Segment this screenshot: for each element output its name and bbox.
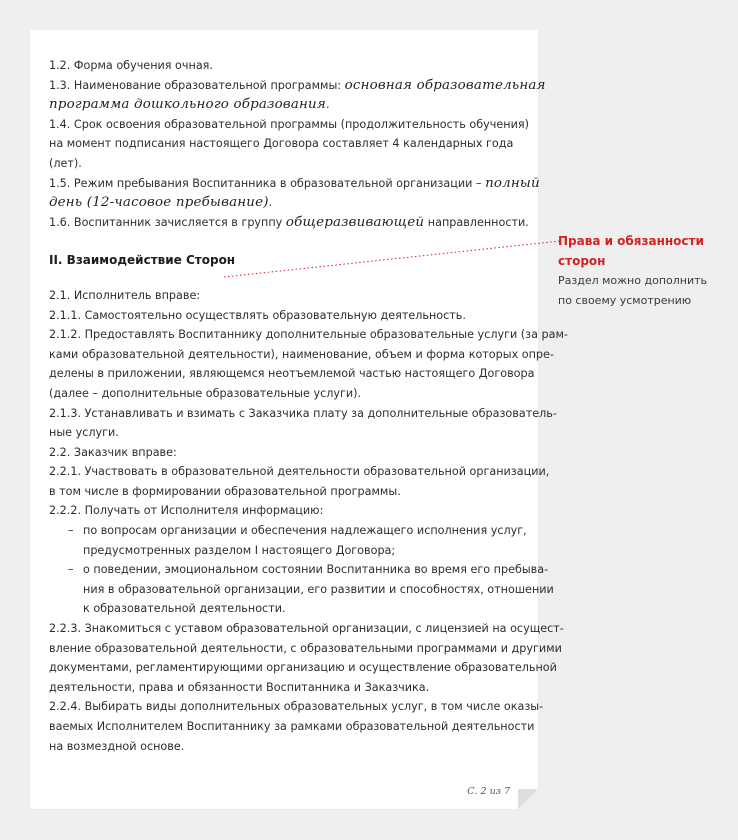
clause-text: 1.5. Режим пребывания Воспитанника в образовательной организации – [49, 176, 486, 190]
handwritten-field: программа дошкольного образования [49, 97, 326, 113]
clause-line: делены в приложении, являющемся неотъемлемой частью настоящего Договора [49, 367, 535, 381]
handwritten-field: полный [485, 175, 540, 191]
clause-1-4-cont: на момент подписания настоящего Договора составляет 4 календарных года [49, 137, 514, 151]
clause-text: 1.6. Воспитанник зачисляется в группу [49, 215, 286, 229]
clause-text: 1.3. Наименование образовательной программы: [49, 78, 345, 92]
note-text-line: Раздел можно дополнить [558, 274, 707, 287]
dash-list-item-cont: ния в образовательной организации, его развитии и способностях, отношении [83, 582, 554, 596]
clause-1-5-cont [49, 193, 521, 213]
clause-text: направленности. [424, 215, 529, 229]
clause-line: 2.2. Заказчик вправе: [49, 445, 177, 459]
list-text: о поведении, эмоциональном состоянии Воспитанника во время его пребыва- [83, 563, 549, 577]
clause-line: ками образовательной деятельности), наименование, объем и форма которых опре- [49, 347, 554, 361]
clause-line: 2.2.2. Получать от Исполнителя информацию: [49, 504, 324, 518]
clause-text: 1.2. Форма обучения очная. [49, 59, 213, 72]
clause-line: 2.1. Исполнитель вправе: [49, 288, 201, 302]
clause-line: ные услуги. [49, 426, 119, 440]
dotted-leader-line [224, 241, 560, 277]
clause-text: . [325, 98, 330, 112]
clause-1-6 [49, 213, 529, 233]
clause-1-2 [49, 56, 521, 76]
clause-line: вление образовательной деятельности, с образовательными программами и другими [49, 641, 562, 655]
clauses-end [49, 619, 564, 756]
clause-line: 2.1.3. Устанавливать и взимать с Заказчика плату за дополнительные образователь- [49, 406, 557, 420]
clause-line: (далее – дополнительные образовательные услуги). [49, 386, 362, 400]
page-number: С. 2 из 7 [467, 786, 510, 797]
dash-list [49, 521, 554, 619]
clause-line: документами, регламентирующими организацию и осуществление образовательной [49, 661, 557, 675]
clause-1-4: 1.4. Срок освоения образовательной программы (продолжительность обучения) [49, 117, 529, 131]
note-text-line: по своему усмотрению [558, 294, 692, 307]
clause-text: . [268, 196, 273, 210]
section-title: II. Взаимодействие Сторон [49, 253, 236, 268]
clause-line: 2.1.1. Самостоятельно осуществлять образовательную деятельность. [49, 308, 466, 322]
clause-1-5 [49, 174, 540, 194]
note-title-line: сторон [558, 254, 606, 268]
dash-list-item [49, 560, 549, 580]
dash-list-item-cont: к образовательной деятельности. [83, 602, 286, 616]
document-content [49, 56, 568, 756]
page-corner-fold [518, 789, 538, 809]
clause-line: на возмездной основе. [49, 739, 185, 753]
dash-bullet: – [68, 524, 74, 538]
clause-line: 2.2.1. Участвовать в образовательной деятельности образовательной организации, [49, 465, 550, 479]
clause-line: 2.2.3. Знакомиться с уставом образовательной организации, с лицензией на осущест- [49, 622, 564, 636]
clause-line: деятельности, права и обязанности Воспитанника и Заказчика. [49, 680, 430, 694]
clause-line: 2.1.2. Предоставлять Воспитаннику дополнительные образовательные услуги (за рам- [49, 328, 568, 342]
dash-list-item-cont: предусмотренных разделом I настоящего Договора; [83, 543, 396, 557]
dash-bullet: – [68, 563, 74, 577]
clause-line: ваемых Исполнителем Воспитаннику за рамками образовательной деятельности [49, 720, 535, 733]
clauses-body [49, 286, 568, 521]
clause-line: в том числе в формировании образовательной программы. [49, 484, 401, 498]
handwritten-field: основная образовательная [344, 77, 546, 93]
clause-1-4-end: (лет). [49, 156, 82, 170]
clause-1-3 [49, 76, 546, 96]
clause-line: 2.2.4. Выбирать виды дополнительных образовательных услуг, в том числе оказы- [49, 700, 544, 714]
annotation-connector [224, 240, 560, 280]
list-text: по вопросам организации и обеспечения надлежащего исполнения услуг, [83, 524, 527, 538]
handwritten-field: общеразвивающей [285, 214, 425, 230]
handwritten-field: день (12-часовое пребывание) [49, 195, 269, 211]
dash-list-item [49, 521, 527, 541]
side-note [558, 231, 728, 311]
note-title-line: Права и обязанности [558, 234, 704, 248]
document-page [30, 30, 568, 809]
clause-1-3-cont [49, 95, 521, 115]
